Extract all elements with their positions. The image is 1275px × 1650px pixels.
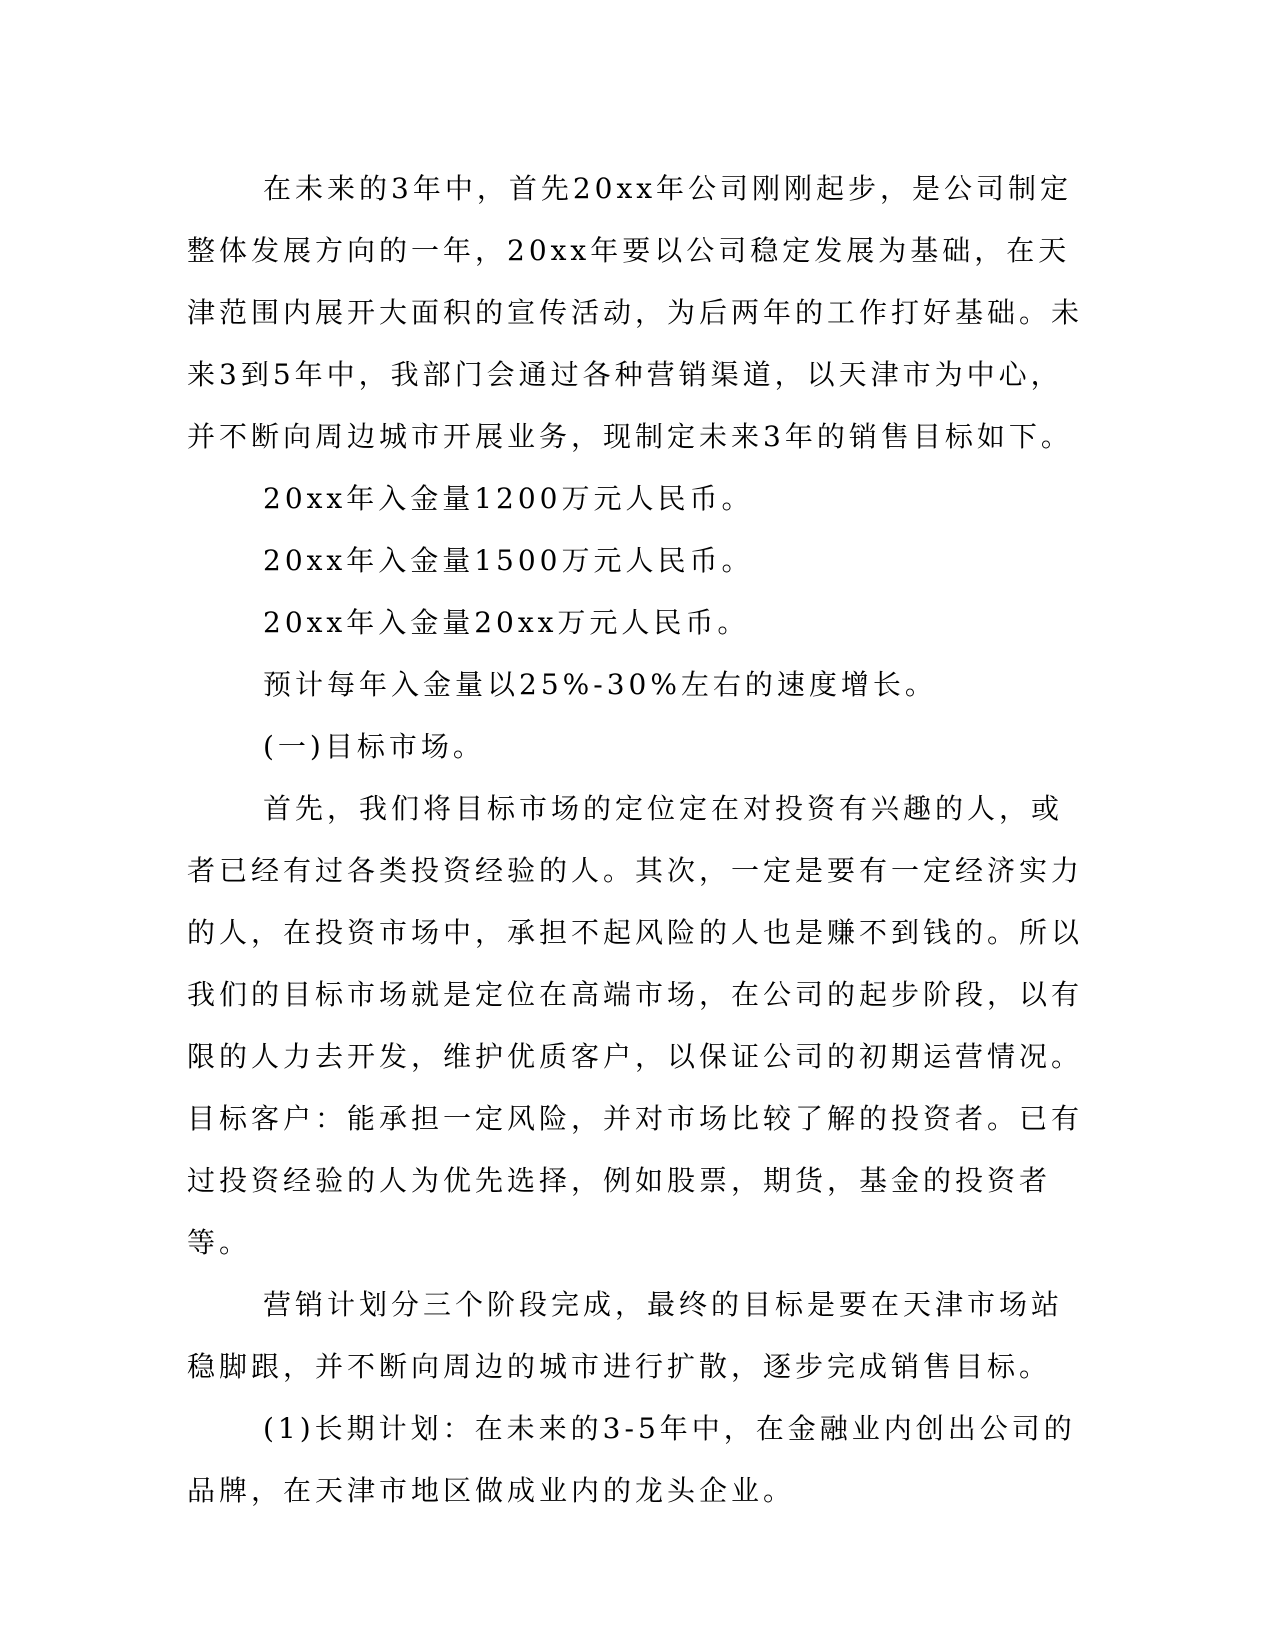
paragraph-target-year-1: 20xx年入金量1200万元人民币。 [263, 482, 754, 515]
paragraph-sales-plan-intro: 在未来的3年中，首先20xx年公司刚刚起步，是公司制定整体发展方向的一年，20xx年要以公司稳定发展为基础，在天津范围内展开大面积的宣传活动，为后两年的工作打好基础。未来3到5年中，我部门会通过各种营销渠道，以天津市为中心，并不断向周边城市开展业务，现制定未来3年的销售目标如下。 [187, 172, 1084, 453]
paragraph-growth-rate: 预计每年入金量以25%-30%左右的速度增长。 [263, 668, 937, 701]
paragraph-target-market: 首先，我们将目标市场的定位定在对投资有兴趣的人，或者已经有过各类投资经验的人。其次，一定是要有一定经济实力的人，在投资市场中，承担不起风险的人也是赚不到钱的。所以我们的目标市场就是定位在高端市场，在公司的起步阶段，以有限的人力去开发，维护优质客户，以保证公司的初期运营情况。目标客户：能承担一定风险，并对市场比较了解的投资者。已有过投资经验的人为优先选择，例如股票，期货，基金的投资者等。 [187, 792, 1084, 1259]
paragraph-marketing-phases: 营销计划分三个阶段完成，最终的目标是要在天津市场站稳脚跟，并不断向周边的城市进行扩散，逐步完成销售目标。 [187, 1288, 1064, 1383]
paragraph-target-year-2: 20xx年入金量1500万元人民币。 [263, 544, 754, 577]
document-body [187, 158, 1087, 1522]
paragraph-target-year-3: 20xx年入金量20xx万元人民币。 [263, 606, 750, 639]
section-heading-target-market: (一)目标市场。 [263, 730, 485, 763]
paragraph-long-term-plan: (1)长期计划：在未来的3-5年中，在金融业内创出公司的品牌，在天津市地区做成业内的龙头企业。 [187, 1412, 1076, 1507]
